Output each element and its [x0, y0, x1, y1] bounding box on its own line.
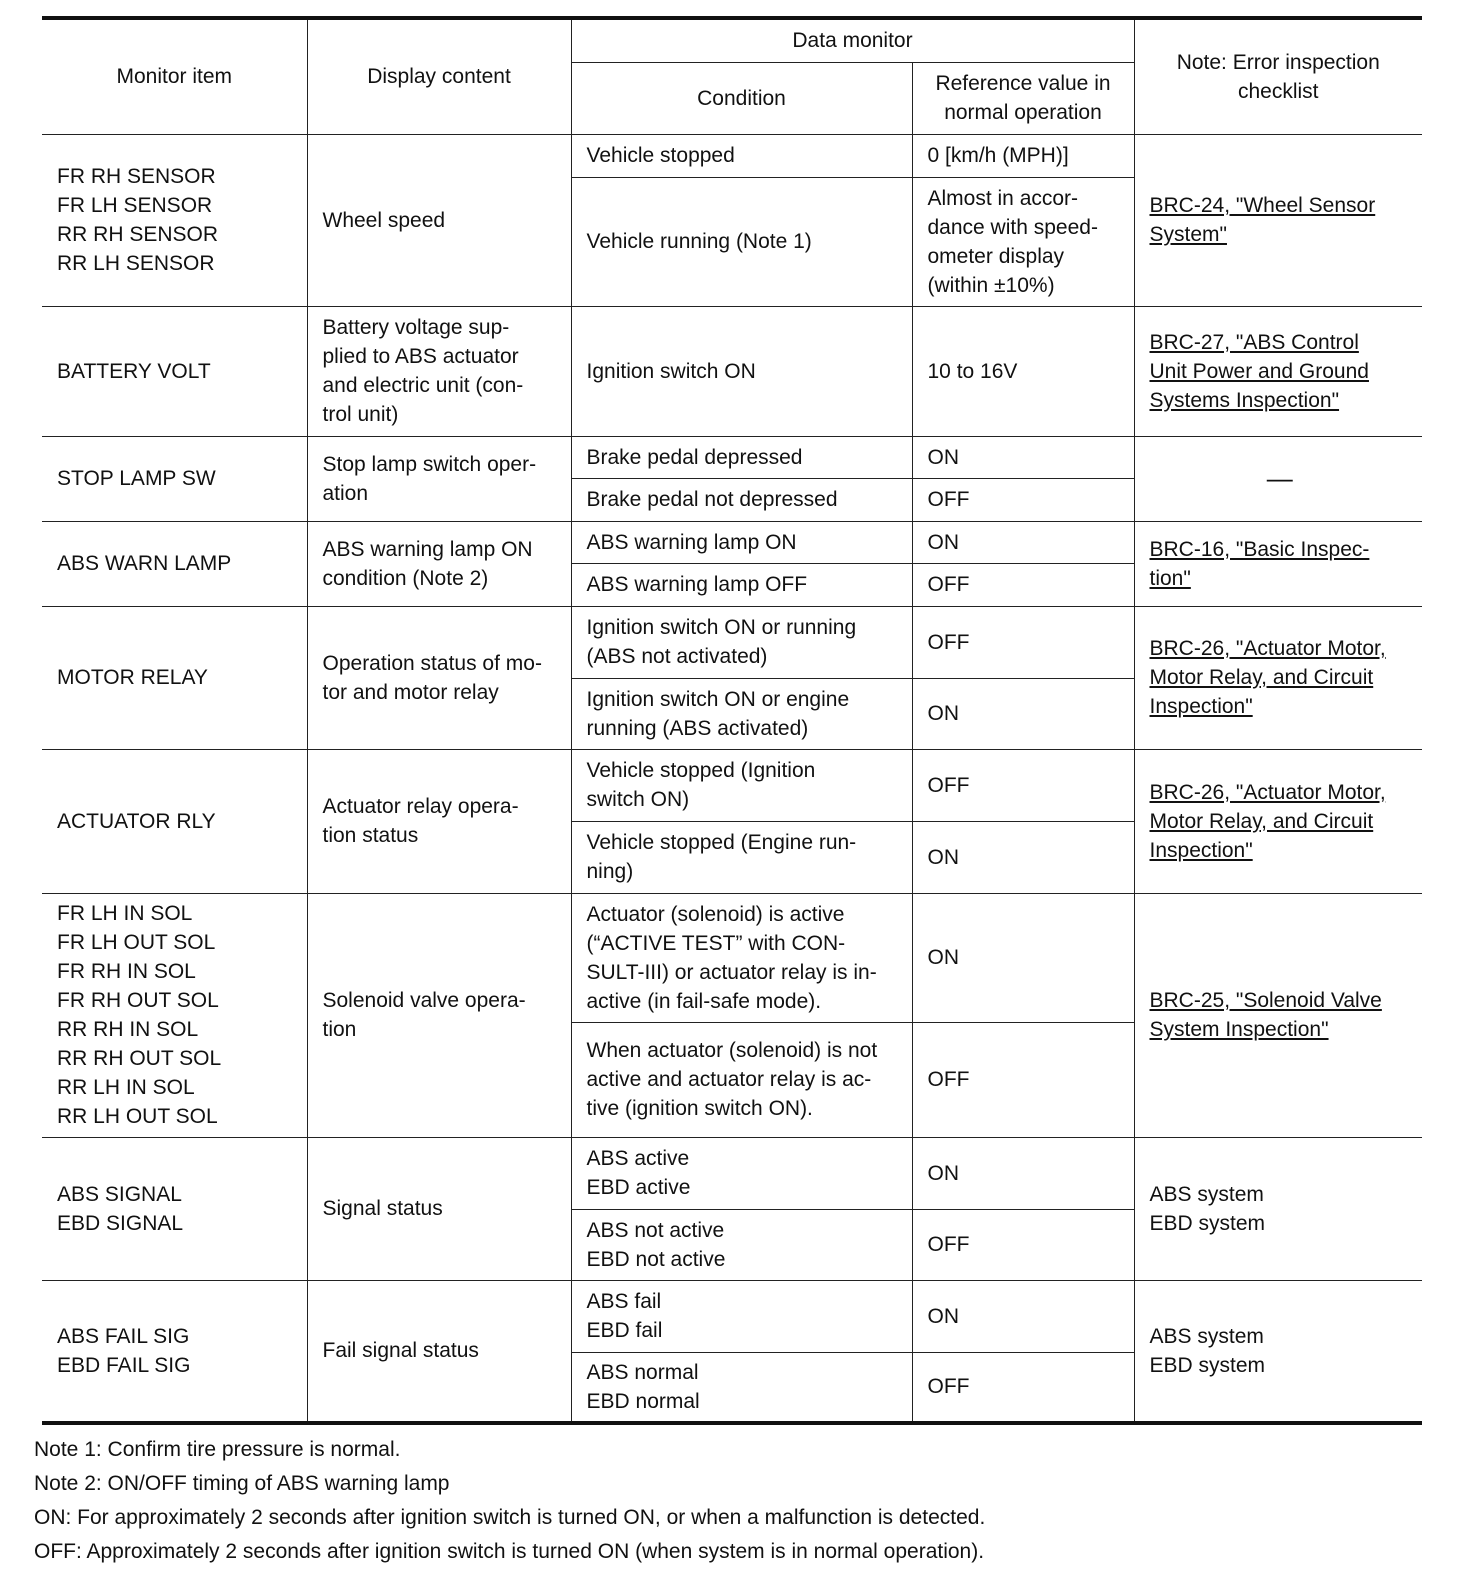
- display-content: Operation status of mo- tor and motor relay: [307, 606, 571, 749]
- display-content: Wheel speed: [307, 134, 571, 306]
- note-link-text[interactable]: BRC-24, "Wheel Sensor System": [1149, 194, 1376, 246]
- table-row: [42, 893, 1422, 1022]
- note-link-text[interactable]: BRC-26, "Actuator Motor, Motor Relay, and Circuit Inspection": [1149, 780, 1386, 862]
- condition-cell: Ignition switch ON: [571, 306, 912, 436]
- display-content: Stop lamp switch oper- ation: [307, 436, 571, 521]
- header-display-content: Display content: [307, 18, 571, 134]
- footnote: OFF: Approximately 2 seconds after ignition switch is turned ON (when system is in normal operation).: [34, 1540, 985, 1563]
- reference-value-cell: ON: [912, 821, 1134, 893]
- header-condition: Condition: [571, 62, 912, 134]
- condition-cell: Brake pedal depressed: [571, 436, 912, 478]
- reference-value-cell: OFF: [912, 749, 1134, 821]
- condition-cell: Actuator (solenoid) is active (“ACTIVE TEST” with CON- SULT-III) or actuator relay is in- active (in fail-safe mode).: [571, 893, 912, 1022]
- monitor-item: MOTOR RELAY: [42, 606, 307, 749]
- reference-value-cell: OFF: [912, 1022, 1134, 1137]
- table-row: [42, 306, 1422, 436]
- reference-value-cell: OFF: [912, 606, 1134, 678]
- condition-cell: Brake pedal not depressed: [571, 478, 912, 521]
- condition-cell: ABS active EBD active: [571, 1137, 912, 1209]
- note-link[interactable]: [1134, 521, 1422, 606]
- table-row: [42, 436, 1422, 478]
- reference-value-cell: OFF: [912, 1352, 1134, 1423]
- note-link[interactable]: [1134, 893, 1422, 1137]
- reference-value-cell: ON: [912, 1280, 1134, 1352]
- condition-cell: ABS fail EBD fail: [571, 1280, 912, 1352]
- note-link[interactable]: [1134, 606, 1422, 749]
- display-content: Fail signal status: [307, 1280, 571, 1423]
- display-content: Actuator relay opera- tion status: [307, 749, 571, 893]
- reference-value-cell: ON: [912, 1137, 1134, 1209]
- reference-value-cell: ON: [912, 521, 1134, 563]
- footnote: Note 1: Confirm tire pressure is normal.: [34, 1438, 401, 1461]
- document-page: [34, 16, 1422, 1569]
- footnotes: [34, 1433, 1422, 1569]
- reference-value-cell: 0 [km/h (MPH)]: [912, 134, 1134, 177]
- reference-value-cell: ON: [912, 893, 1134, 1022]
- footnote: ON: For approximately 2 seconds after ignition switch is turned ON, or when a malfunction is detected.: [34, 1506, 986, 1529]
- header-reference-value: Reference value in normal operation: [912, 62, 1134, 134]
- monitor-item: ABS SIGNAL EBD SIGNAL: [42, 1137, 307, 1280]
- condition-cell: ABS normal EBD normal: [571, 1352, 912, 1423]
- table-row: [42, 1137, 1422, 1209]
- header-data-monitor: Data monitor: [571, 18, 1134, 62]
- monitor-item: FR RH SENSOR FR LH SENSOR RR RH SENSOR RR LH SENSOR: [42, 134, 307, 306]
- monitor-item: ABS WARN LAMP: [42, 521, 307, 606]
- note-link-text[interactable]: BRC-25, "Solenoid Valve System Inspection": [1149, 989, 1382, 1041]
- reference-value-cell: ON: [912, 436, 1134, 478]
- note-text: ABS system EBD system: [1134, 1280, 1422, 1423]
- condition-cell: Vehicle stopped (Ignition switch ON): [571, 749, 912, 821]
- reference-value-cell: OFF: [912, 563, 1134, 606]
- condition-cell: Vehicle stopped: [571, 134, 912, 177]
- condition-cell: When actuator (solenoid) is not active and actuator relay is ac- tive (ignition switch ON).: [571, 1022, 912, 1137]
- note-link[interactable]: [1134, 306, 1422, 436]
- note-link-text[interactable]: BRC-16, "Basic Inspec- tion": [1149, 537, 1370, 590]
- condition-cell: ABS not active EBD not active: [571, 1209, 912, 1280]
- note-text: ABS system EBD system: [1134, 1137, 1422, 1280]
- monitor-item: ACTUATOR RLY: [42, 749, 307, 893]
- display-content: Signal status: [307, 1137, 571, 1280]
- monitor-item: STOP LAMP SW: [42, 436, 307, 521]
- footnote: Note 2: ON/OFF timing of ABS warning lamp: [34, 1472, 450, 1495]
- note-link[interactable]: [1134, 749, 1422, 893]
- condition-cell: Vehicle running (Note 1): [571, 177, 912, 306]
- condition-cell: Ignition switch ON or engine running (ABS activated): [571, 678, 912, 749]
- monitor-item: ABS FAIL SIG EBD FAIL SIG: [42, 1280, 307, 1423]
- condition-cell: ABS warning lamp ON: [571, 521, 912, 563]
- table-row: [42, 1280, 1422, 1352]
- header-monitor-item: Monitor item: [42, 18, 307, 134]
- note-dash: —: [1134, 436, 1422, 521]
- data-monitor-table: [42, 16, 1422, 1425]
- condition-cell: ABS warning lamp OFF: [571, 563, 912, 606]
- reference-value-cell: 10 to 16V: [912, 306, 1134, 436]
- reference-value-cell: Almost in accor- dance with speed- ometer display (within ±10%): [912, 177, 1134, 306]
- table-row: [42, 134, 1422, 177]
- display-content: Battery voltage sup- plied to ABS actuator and electric unit (con- trol unit): [307, 306, 571, 436]
- table-row: [42, 749, 1422, 821]
- table-row: [42, 606, 1422, 678]
- table-row: [42, 521, 1422, 563]
- reference-value-cell: OFF: [912, 478, 1134, 521]
- monitor-item: FR LH IN SOL FR LH OUT SOL FR RH IN SOL FR RH OUT SOL RR RH IN SOL RR RH OUT SOL RR LH IN SOL RR LH OUT SOL: [42, 893, 307, 1137]
- condition-cell: Ignition switch ON or running (ABS not activated): [571, 606, 912, 678]
- reference-value-cell: ON: [912, 678, 1134, 749]
- reference-value-cell: OFF: [912, 1209, 1134, 1280]
- note-link-text[interactable]: BRC-27, "ABS Control Unit Power and Ground Systems Inspection": [1149, 330, 1369, 412]
- header-note: Note: Error inspection checklist: [1134, 18, 1422, 134]
- display-content: ABS warning lamp ON condition (Note 2): [307, 521, 571, 606]
- display-content: Solenoid valve opera- tion: [307, 893, 571, 1137]
- note-link-text[interactable]: BRC-26, "Actuator Motor, Motor Relay, and Circuit Inspection": [1149, 637, 1386, 718]
- condition-cell: Vehicle stopped (Engine run- ning): [571, 821, 912, 893]
- monitor-item: BATTERY VOLT: [42, 306, 307, 436]
- note-link[interactable]: [1134, 134, 1422, 306]
